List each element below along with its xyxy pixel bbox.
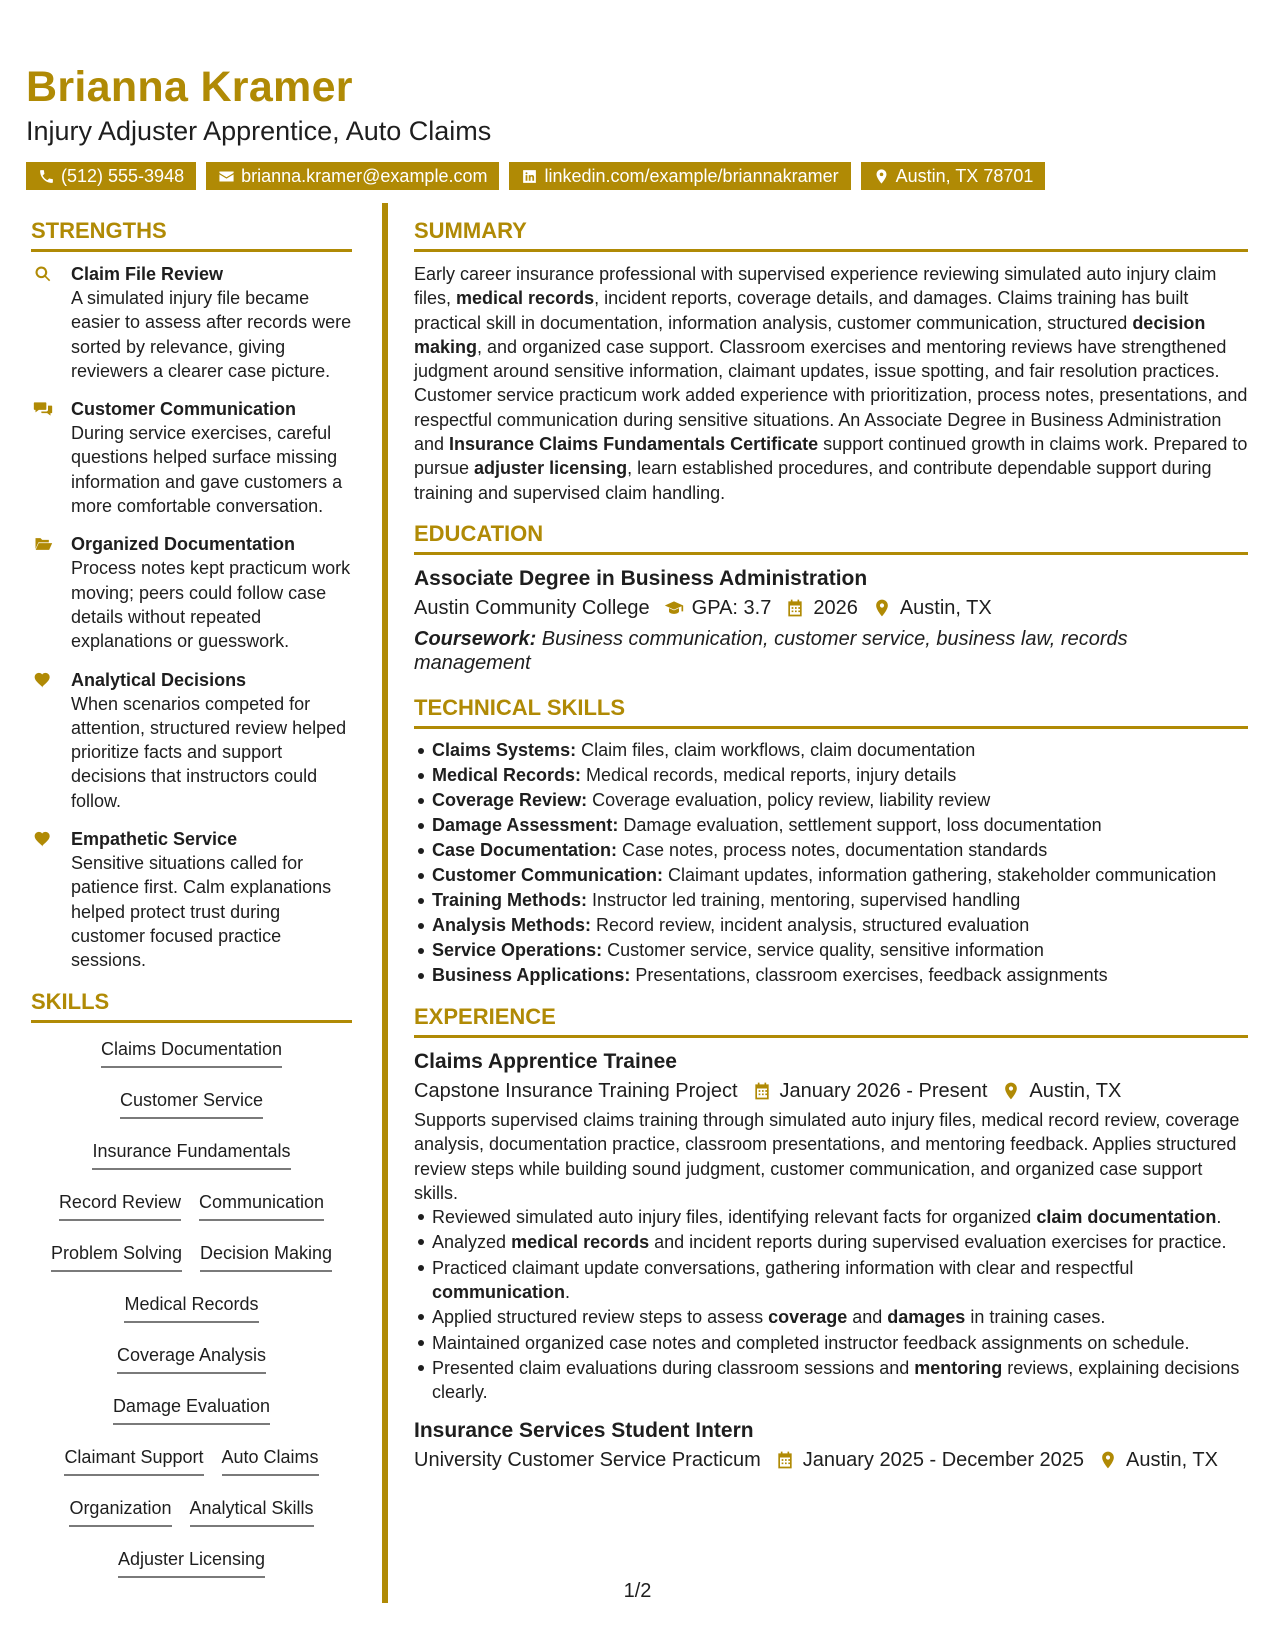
skill-tag: Claims Documentation [101, 1037, 282, 1068]
contact-bar [26, 162, 1246, 190]
skill-tag: Problem Solving [51, 1241, 182, 1272]
strengths-heading: STRENGTHS [31, 216, 352, 252]
left-column [31, 216, 352, 1578]
job-bullets [414, 1205, 1248, 1404]
skill-tag: Communication [199, 1190, 324, 1221]
education-heading: EDUCATION [414, 519, 1248, 555]
email-text: brianna.kramer@example.com [241, 166, 488, 186]
list-item: Presented claim evaluations during classroom sessions and mentoring reviews, explaining decisions clearly. [414, 1356, 1248, 1405]
skill-tag: Auto Claims [222, 1445, 319, 1476]
list-item: Maintained organized case notes and completed instructor feedback assignments on schedule. [414, 1331, 1248, 1355]
skill-tag: Coverage Analysis [117, 1343, 266, 1374]
calendar-icon [752, 1081, 772, 1101]
list-item: Claims Systems: Claim files, claim workflows, claim documentation [414, 738, 1248, 763]
job-title: Claims Apprentice Trainee [414, 1049, 677, 1073]
job-location: Austin, TX [1126, 1448, 1218, 1471]
job-org: University Customer Service Practicum [414, 1448, 761, 1471]
job-meta [414, 1076, 1248, 1106]
skill-tag: Decision Making [200, 1241, 332, 1272]
map-marker-icon [873, 168, 890, 185]
strength-item [31, 532, 352, 653]
technical-skills-heading: TECHNICAL SKILLS [414, 693, 1248, 729]
job-dates: January 2026 - Present [779, 1079, 988, 1102]
list-item: Damage Assessment: Damage evaluation, settlement support, loss documentation [414, 813, 1248, 838]
search-icon [33, 264, 53, 284]
map-marker-icon [1001, 1081, 1021, 1101]
envelope-icon [218, 168, 235, 185]
list-item: Coverage Review: Coverage evaluation, policy review, liability review [414, 788, 1248, 813]
list-item: Case Documentation: Case notes, process notes, documentation standards [414, 838, 1248, 863]
candidate-name: Brianna Kramer [26, 63, 353, 111]
location-text: Austin, TX 78701 [895, 166, 1034, 186]
strength-item [31, 827, 352, 972]
strength-title: Empathetic Service [71, 829, 238, 850]
heart-icon [33, 829, 53, 849]
education-location: Austin, TX [899, 596, 992, 619]
contact-phone[interactable] [26, 162, 196, 190]
skills-heading: SKILLS [31, 987, 352, 1023]
skill-tag: Damage Evaluation [113, 1394, 270, 1425]
summary-heading: SUMMARY [414, 216, 1248, 252]
folder-open-icon [33, 534, 53, 554]
skill-tag: Organization [69, 1496, 171, 1527]
list-item: Training Methods: Instructor led training, mentoring, supervised handling [414, 888, 1248, 913]
skill-tag: Claimant Support [64, 1445, 203, 1476]
strength-item [31, 397, 352, 518]
job-meta [414, 1445, 1248, 1475]
strength-desc: Process notes kept practicum work moving; peers could follow case details without repeated explanations or guesswork. [71, 558, 351, 652]
strength-title: Analytical Decisions [71, 669, 247, 690]
list-item: Business Applications: Presentations, classroom exercises, feedback assignments [414, 963, 1248, 988]
strength-title: Organized Documentation [71, 534, 296, 555]
strength-title: Customer Communication [71, 399, 297, 420]
comments-icon [33, 399, 53, 419]
list-item: Medical Records: Medical records, medical reports, injury details [414, 763, 1248, 788]
job-location: Austin, TX [1029, 1079, 1122, 1102]
skill-tag: Insurance Fundamentals [92, 1139, 290, 1170]
page-number: 1/2 [623, 1580, 652, 1602]
skills-list [31, 1033, 352, 1578]
skill-tag: Customer Service [120, 1088, 263, 1119]
strength-item [31, 668, 352, 813]
linkedin-icon [521, 168, 538, 185]
strength-desc: Sensitive situations called for patience first. Calm explanations helped protect trust during customer focused practice sessions. [71, 853, 332, 971]
job-summary: Supports supervised claims training through simulated auto injury files, medical record review, coverage analysis, documentation practice, classroom presentations, and mentoring feedback. Applies structured review steps while building sound judgment, customer communication, and organized case support skills. [414, 1109, 1240, 1203]
list-item: Reviewed simulated auto injury files, identifying relevant facts for organized claim documentation. [414, 1205, 1248, 1229]
education-meta [414, 593, 1248, 623]
skill-tag: Adjuster Licensing [118, 1547, 265, 1578]
technical-skills-list [414, 738, 1248, 988]
map-marker-icon [872, 598, 892, 618]
skill-tag: Medical Records [124, 1292, 258, 1323]
strength-title: Claim File Review [71, 264, 224, 284]
gpa-text: GPA: 3.7 [691, 596, 772, 619]
strength-item [31, 262, 352, 383]
experience-heading: EXPERIENCE [414, 1002, 1248, 1038]
strength-desc: When scenarios competed for attention, structured review helped prioritize facts and support decisions that instructors could follow. [71, 693, 347, 811]
contact-location [861, 162, 1046, 190]
strength-desc: A simulated injury file became easier to assess after records were sorted by relevance, giving reviewers a clearer case picture. [71, 288, 352, 381]
list-item: Analysis Methods: Record review, incident analysis, structured evaluation [414, 913, 1248, 938]
resume-header [26, 62, 1246, 190]
graduation-cap-icon [664, 598, 684, 618]
list-item: Analyzed medical records and incident reports during supervised evaluation exercises for practice. [414, 1230, 1248, 1254]
phone-text: (512) 555-3948 [61, 166, 185, 186]
right-column [414, 216, 1248, 1475]
calendar-icon [775, 1450, 795, 1470]
summary-text: Early career insurance professional with supervised experience reviewing simulated auto injury claim files, medical records, incident reports, coverage details, and damages. Claims training has built practical skill in documentation, information analysis, customer communication, structured decision making, and organized case support. Classroom exercises and mentoring reviews have strengthened judgment around sensitive information, claimant updates, issue spotting, and fair resolution practices. Customer service practicum work added experience with prioritization, process notes, presentations, and respectful communication during sensitive situations. An Associate Degree in Business Administration and Insurance Claims Fundamentals Certificate support continued growth in claims work. Prepared to pursue adjuster licensing, learn established procedures, and contribute dependable support during training and supervised claim handling. [414, 264, 1248, 503]
contact-email[interactable] [206, 162, 499, 190]
degree-title: Associate Degree in Business Administration [414, 566, 868, 590]
candidate-title: Injury Adjuster Apprentice, Auto Claims [26, 116, 492, 146]
calendar-icon [785, 598, 805, 618]
job-org: Capstone Insurance Training Project [414, 1079, 738, 1102]
list-item: Customer Communication: Claimant updates, information gathering, stakeholder communication [414, 863, 1248, 888]
list-item: Practiced claimant update conversations, gathering information with clear and respectful communication. [414, 1256, 1248, 1305]
job-title: Insurance Services Student Intern [414, 1418, 754, 1442]
skill-tag: Record Review [59, 1190, 181, 1221]
linkedin-text: linkedin.com/example/briannakramer [544, 166, 839, 186]
school-name: Austin Community College [414, 596, 650, 619]
skill-tag: Analytical Skills [190, 1496, 314, 1527]
heart-icon [33, 670, 53, 690]
coursework: Coursework: Business communication, customer service, business law, records management [414, 627, 1128, 674]
strength-desc: During service exercises, careful questions helped surface missing information and gave customers a more comfortable conversation. [71, 423, 343, 517]
graduation-year: 2026 [813, 596, 858, 619]
list-item: Applied structured review steps to assess coverage and damages in training cases. [414, 1305, 1248, 1329]
job-dates: January 2025 - December 2025 [802, 1448, 1085, 1471]
column-divider [382, 203, 388, 1603]
map-marker-icon [1098, 1450, 1118, 1470]
list-item: Service Operations: Customer service, service quality, sensitive information [414, 938, 1248, 963]
phone-icon [38, 168, 55, 185]
contact-linkedin[interactable] [509, 162, 850, 190]
